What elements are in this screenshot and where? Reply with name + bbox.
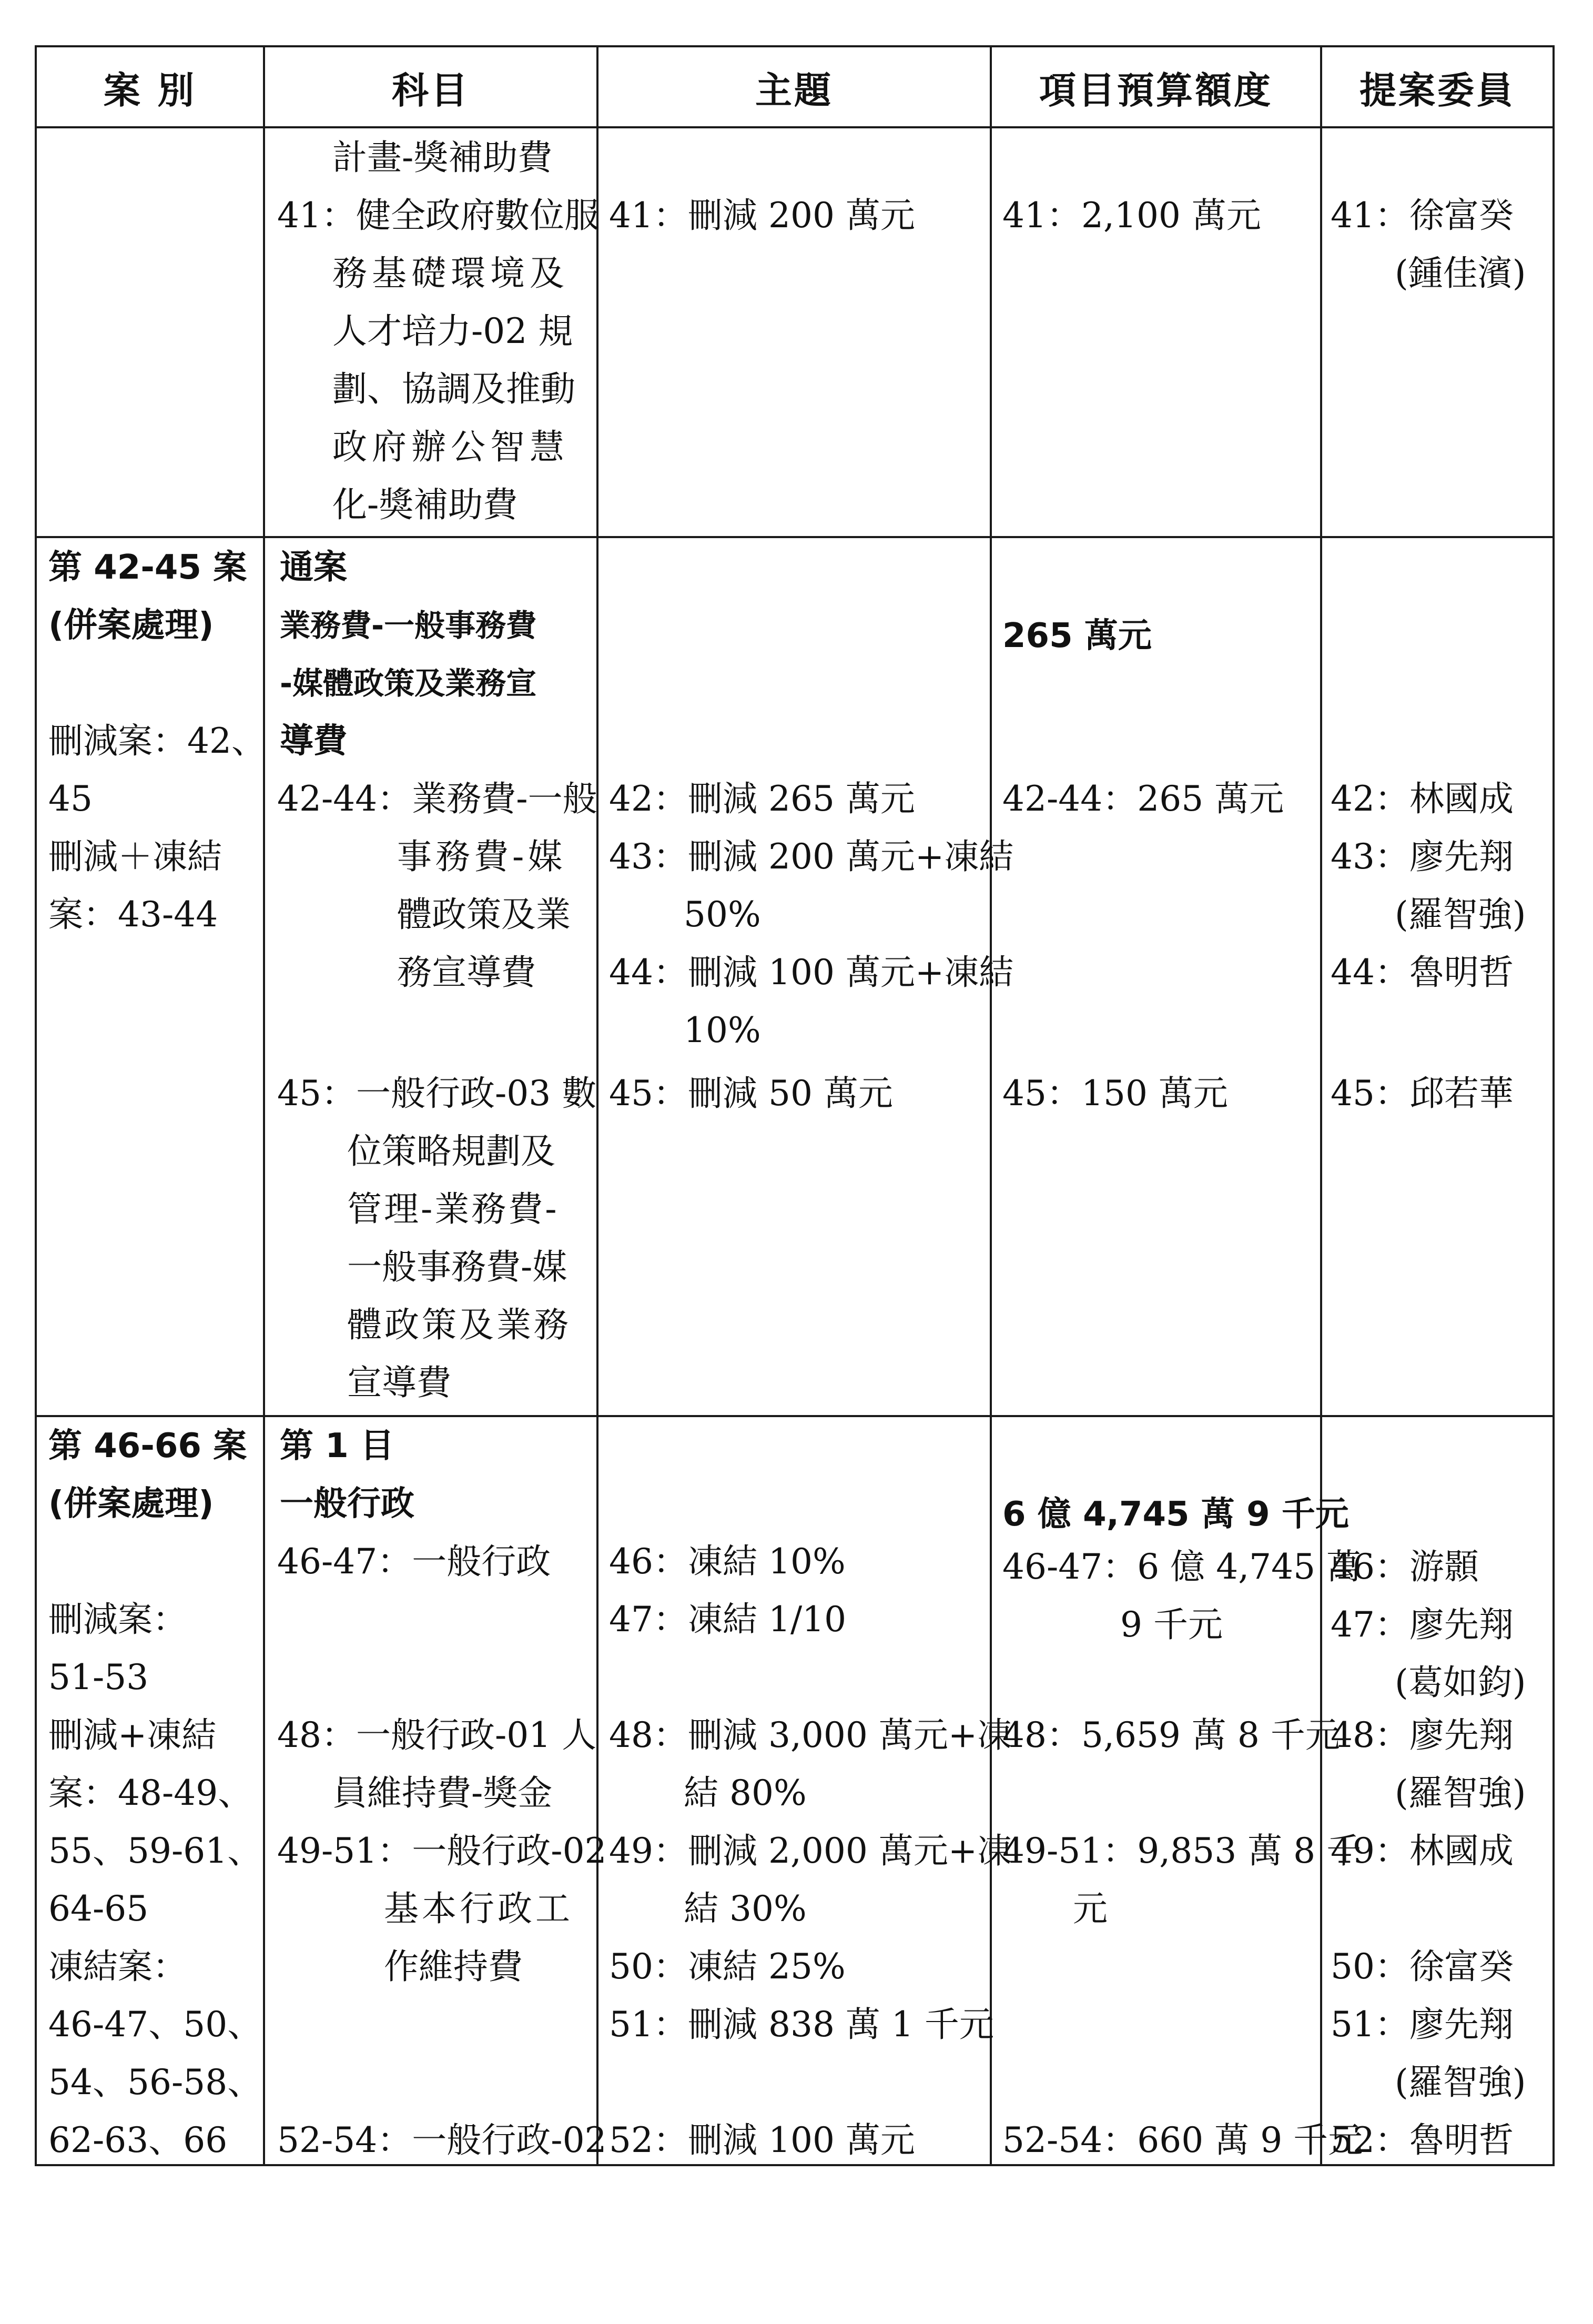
budget-line: 46-47：6 億 4,745 萬: [1002, 1547, 1362, 1587]
subject-line: 作維持費: [384, 1946, 523, 1987]
member-line: (羅智強): [1395, 1773, 1526, 1813]
header-topic: 主題: [755, 68, 833, 112]
subject-line: 一般事務費-媒: [347, 1247, 567, 1287]
budget-line: 9 千元: [1120, 1604, 1223, 1645]
case-line: 54、56-58、: [48, 2062, 262, 2103]
case-note: (併案處理): [48, 1484, 214, 1523]
case-line: 刪減+凍結: [48, 1715, 217, 1755]
budget-line: 48：5,659 萬 8 千元: [1002, 1715, 1340, 1755]
header-case: 案 別: [103, 68, 197, 112]
subject-line: 基本行政工: [384, 1888, 573, 1929]
case-line: 46-47、50、: [48, 2004, 262, 2045]
budget-line: 45：150 萬元: [1002, 1073, 1228, 1114]
subject-line: 計畫-獎補助費: [332, 137, 553, 178]
case-line: 45: [48, 779, 93, 819]
subject-line: 化-獎補助費: [332, 484, 518, 525]
member-line: 46：游顥: [1331, 1547, 1479, 1587]
budget-line: 49-51：9,853 萬 8 千: [1002, 1831, 1362, 1871]
member-line: 45：邱若華: [1331, 1073, 1514, 1114]
topic-line: 結 80%: [684, 1773, 807, 1813]
subject-line: 宣導費: [347, 1362, 451, 1403]
subject-line: 48：一般行政-01 人: [277, 1715, 597, 1755]
member-line: 47：廖先翔: [1331, 1604, 1514, 1645]
subject-heading: 業務費-一般事務費: [280, 608, 537, 643]
topic-line: 50：凍結 25%: [609, 1946, 846, 1987]
subject-line: 管理-業務費-: [347, 1189, 559, 1229]
subject-line: 人才培力-02 規: [332, 311, 573, 351]
case-line: 刪減案：42、: [48, 721, 266, 761]
member-line: 41：徐富癸: [1331, 195, 1514, 236]
budget-heading: 265 萬元: [1002, 617, 1152, 655]
subject-heading: 第 1 目: [280, 1427, 394, 1466]
subject-line: 41：健全政府數位服: [277, 195, 599, 236]
member-line: (葛如鈞): [1395, 1662, 1526, 1703]
topic-line: 50%: [684, 894, 761, 935]
case-line: 刪減＋凍結: [48, 836, 222, 877]
case-note: (併案處理): [48, 606, 214, 645]
subject-line: 員維持費-獎金: [332, 1773, 553, 1813]
budget-line: 52-54：660 萬 9 千元: [1002, 2120, 1363, 2160]
member-line: 48：廖先翔: [1331, 1715, 1514, 1755]
case-title: 第 42-45 案: [48, 548, 247, 587]
budget-line: 元: [1073, 1888, 1108, 1929]
member-line: 49：林國成: [1331, 1831, 1514, 1871]
member-line: (鍾佳濱): [1395, 253, 1526, 294]
subject-line: 46-47：一般行政: [277, 1541, 551, 1582]
topic-line: 52：刪減 100 萬元: [609, 2120, 915, 2160]
subject-line: 45：一般行政-03 數: [277, 1073, 597, 1114]
topic-line: 41：刪減 200 萬元: [609, 195, 915, 236]
budget-heading: 6 億 4,745 萬 9 千元: [1002, 1495, 1349, 1534]
table-border-right: [1553, 45, 1555, 2166]
case-line: 51-53: [48, 1657, 149, 1697]
case-line: 凍結案：: [48, 1946, 187, 1987]
case-line: 案：48-49、: [48, 1773, 253, 1813]
header-budget: 項目預算額度: [1039, 68, 1273, 112]
topic-line: 46：凍結 10%: [609, 1541, 846, 1582]
table-border-left: [35, 45, 37, 2166]
member-line: (羅智強): [1395, 894, 1526, 935]
subject-line: 務基礎環境及: [332, 253, 569, 294]
subject-line: 體政策及業: [397, 894, 571, 935]
col-divider-1: [263, 45, 265, 2166]
member-line: 50：徐富癸: [1331, 1946, 1514, 1987]
topic-line: 結 30%: [684, 1888, 807, 1929]
subject-line: 政府辦公智慧: [332, 427, 569, 467]
case-line: 64-65: [48, 1888, 149, 1929]
topic-line: 49：刪減 2,000 萬元+凍: [609, 1831, 1012, 1871]
case-line: 62-63、66: [48, 2120, 228, 2160]
topic-line: 44：刪減 100 萬元+凍結: [609, 952, 1014, 993]
subject-line: 位策略規劃及: [347, 1131, 555, 1171]
topic-line: 51：刪減 838 萬 1 千元: [609, 2004, 994, 2045]
member-line: 44：魯明哲: [1331, 952, 1514, 993]
case-line: 55、59-61、: [48, 1831, 262, 1871]
member-line: 42：林國成: [1331, 779, 1514, 819]
subject-line: 52-54：一般行政-02: [277, 2120, 607, 2160]
topic-line: 48：刪減 3,000 萬元+凍: [609, 1715, 1012, 1755]
case-title: 第 46-66 案: [48, 1427, 247, 1466]
subject-heading: 通案: [280, 548, 347, 587]
subject-heading: 導費: [280, 722, 347, 761]
subject-heading: 一般行政: [280, 1484, 414, 1523]
topic-line: 10%: [684, 1010, 761, 1050]
topic-line: 45：刪減 50 萬元: [609, 1073, 893, 1114]
topic-line: 43：刪減 200 萬元+凍結: [609, 836, 1014, 877]
member-line: 51：廖先翔: [1331, 2004, 1514, 2045]
subject-line: 42-44：業務費-一般: [277, 779, 597, 819]
subject-line: 體政策及業務: [347, 1305, 571, 1345]
case-line: 刪減案：: [48, 1599, 187, 1640]
topic-line: 47：凍結 1/10: [609, 1599, 847, 1640]
subject-line: 49-51：一般行政-02: [277, 1831, 607, 1871]
case-line: 案：43-44: [48, 894, 218, 935]
subject-line: 事務費-媒: [397, 836, 566, 877]
budget-line: 41：2,100 萬元: [1002, 195, 1261, 236]
member-line: (羅智強): [1395, 2062, 1526, 2103]
budget-line: 42-44：265 萬元: [1002, 779, 1284, 819]
header-members: 提案委員: [1359, 68, 1515, 112]
subject-line: 劃、協調及推動: [332, 369, 575, 409]
member-line: 43：廖先翔: [1331, 836, 1514, 877]
subject-line: 務宣導費: [397, 952, 536, 993]
member-line: 52：魯明哲: [1331, 2120, 1514, 2160]
subject-heading: -媒體政策及業務宣: [280, 665, 537, 701]
topic-line: 42：刪減 265 萬元: [609, 779, 915, 819]
header-subject: 科目: [392, 68, 470, 112]
